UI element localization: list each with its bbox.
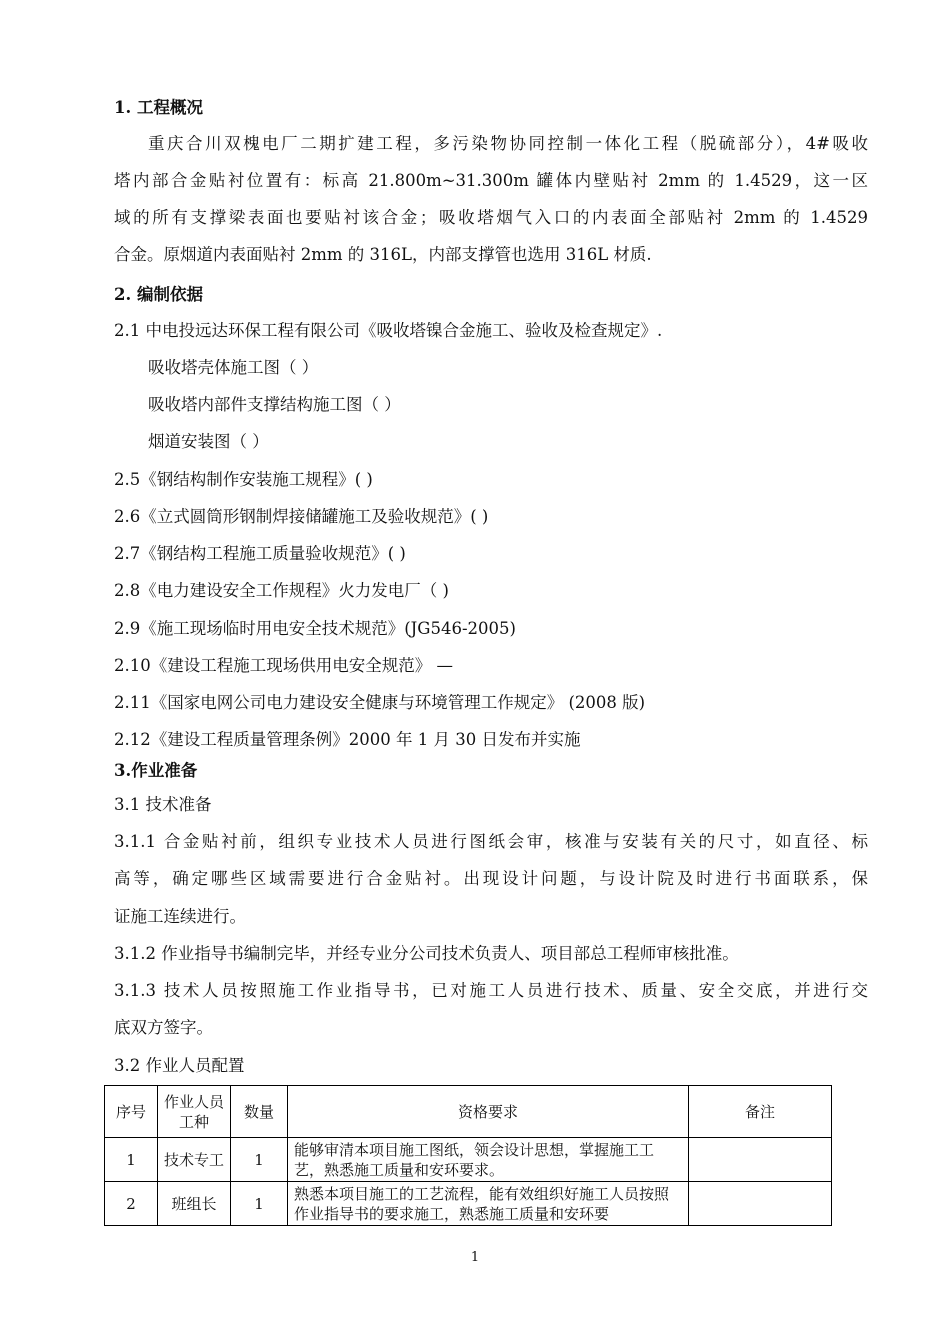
header-note: 备注 [689, 1086, 832, 1138]
cell-type: 技术专工 [158, 1138, 231, 1182]
cell-type: 班组长 [158, 1182, 231, 1226]
staffing-table [104, 1085, 832, 1226]
cell-note [689, 1182, 832, 1226]
basis-item-2-6: 2.6《立式圆筒形钢制焊接储罐施工及验收规范》( ) [114, 507, 489, 526]
table-row [105, 1182, 832, 1226]
section-1-line-4: 合金。原烟道内表面贴衬 2mm 的 316L，内部支撑管也选用 316L 材质. [114, 245, 652, 264]
item-3-1-1-line-1: 3.1.1 合金贴衬前，组织专业技术人员进行图纸会审，核准与安装有关的尺寸，如直径、标 [114, 832, 868, 851]
section-2-title: 2. 编制依据 [114, 285, 203, 304]
basis-item-duct-drawing: 烟道安装图（ ） [148, 432, 269, 451]
basis-item-support-drawing: 吸收塔内部件支撑结构施工图（ ） [148, 395, 401, 414]
section-1-title: 1. 工程概况 [114, 98, 203, 117]
section-3-2-title: 3.2 作业人员配置 [114, 1056, 245, 1075]
item-3-1-1-line-3: 证施工连续进行。 [114, 907, 246, 926]
page-number: 1 [470, 1250, 480, 1265]
cell-requirement: 能够审清本项目施工图纸，领会设计思想，掌握施工工艺，熟悉施工质量和安环要求。 [288, 1138, 689, 1182]
basis-item-2-8: 2.8《电力建设安全工作规程》火力发电厂（ ) [114, 581, 449, 600]
cell-note [689, 1138, 832, 1182]
section-3-title: 3.作业准备 [114, 761, 198, 780]
section-1-line-1: 重庆合川双槐电厂二期扩建工程，多污染物协同控制一体化工程（脱硫部分），4#吸收 [148, 134, 868, 153]
basis-item-2-9: 2.9《施工现场临时用电安全技术规范》(JG546-2005) [114, 619, 516, 638]
item-3-1-2: 3.1.2 作业指导书编制完毕，并经专业分公司技术负责人、项目部总工程师审核批准。 [114, 944, 739, 963]
section-1-line-2: 塔内部合金贴衬位置有：标高 21.800m~31.300m 罐体内壁贴衬 2mm 的 1.4529，这一区 [114, 171, 868, 190]
basis-item-shell-drawing: 吸收塔壳体施工图（ ） [148, 358, 319, 377]
basis-item-2-11: 2.11《国家电网公司电力建设安全健康与环境管理工作规定》 (2008 版) [114, 693, 646, 712]
table-row [105, 1138, 832, 1182]
section-1-line-3: 域的所有支撑梁表面也要贴衬该合金；吸收塔烟气入口的内表面全部贴衬 2mm 的 1.4529 [114, 208, 868, 227]
item-3-1-1-line-2: 高等，确定哪些区域需要进行合金贴衬。出现设计问题，与设计院及时进行书面联系，保 [114, 869, 868, 888]
table-header-row [105, 1086, 832, 1138]
basis-item-2-1: 2.1 中电投远达环保工程有限公司《吸收塔镍合金施工、验收及检查规定》. [114, 321, 663, 340]
cell-qty: 1 [231, 1182, 288, 1226]
section-3-1-title: 3.1 技术准备 [114, 795, 212, 814]
item-3-1-3-line-2: 底双方签字。 [114, 1018, 213, 1037]
header-no: 序号 [105, 1086, 158, 1138]
header-qty: 数量 [231, 1086, 288, 1138]
cell-no: 1 [105, 1138, 158, 1182]
cell-qty: 1 [231, 1138, 288, 1182]
header-requirement: 资格要求 [288, 1086, 689, 1138]
basis-item-2-10: 2.10《建设工程施工现场供用电安全规范》 — [114, 656, 453, 675]
basis-item-2-5: 2.5《钢结构制作安装施工规程》( ) [114, 470, 373, 489]
basis-item-2-7: 2.7《钢结构工程施工质量验收规范》( ) [114, 544, 406, 563]
item-3-1-3-line-1: 3.1.3 技术人员按照施工作业指导书，已对施工人员进行技术、质量、安全交底，并进行交 [114, 981, 868, 1000]
header-type: 作业人员工种 [158, 1086, 231, 1138]
basis-item-2-12: 2.12《建设工程质量管理条例》2000 年 1 月 30 日发布并实施 [114, 730, 581, 749]
cell-requirement: 熟悉本项目施工的工艺流程，能有效组织好施工人员按照作业指导书的要求施工，熟悉施工质量和安环要 [288, 1182, 689, 1226]
cell-no: 2 [105, 1182, 158, 1226]
